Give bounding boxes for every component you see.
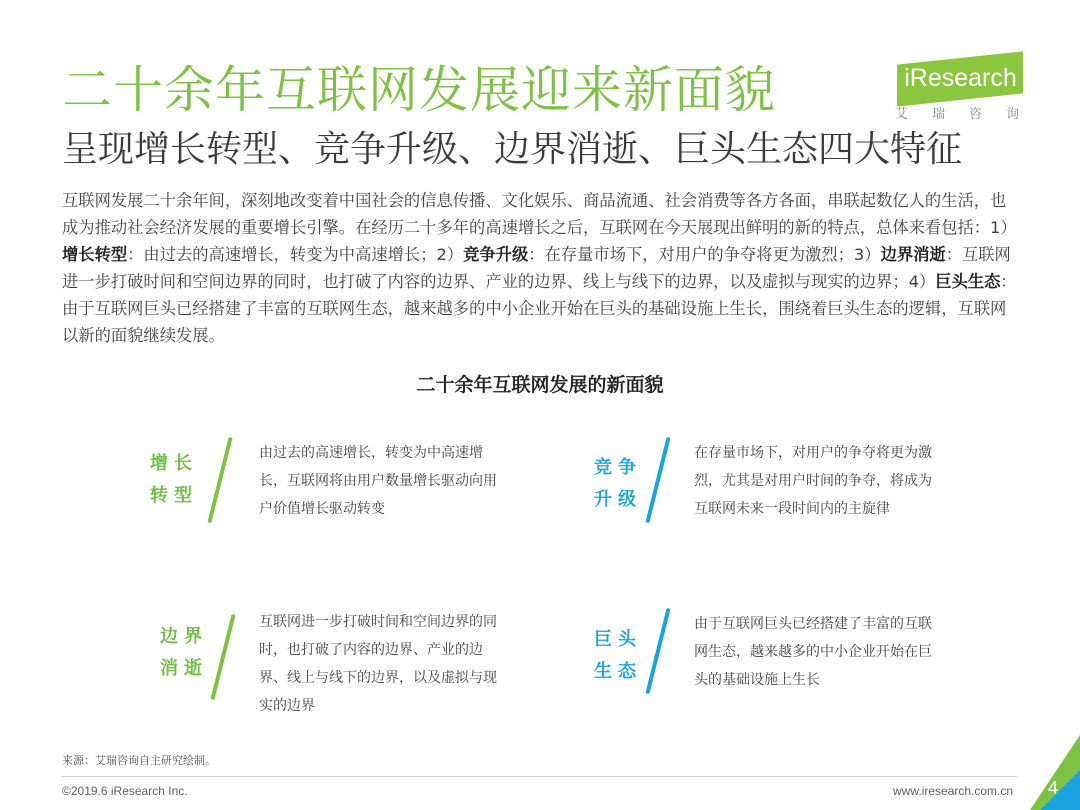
feature-desc-growth: 由过去的高速增长，转变为中高速增长，互联网将由用户数量增长驱动向用户价值增长驱动转变 bbox=[259, 445, 497, 517]
feature-label-line2: 转型 bbox=[150, 485, 198, 506]
feature-label-line1: 竞争 bbox=[594, 457, 642, 478]
logo-brand-text: iResearch bbox=[904, 64, 1017, 92]
intro-text-4: ：互联网进一步打破时间和空间边界的同时，也打破了内容的边界、产业的边界、线上与线下的边界，以及虚拟与现实的边界；4） bbox=[62, 245, 1011, 291]
keyword-competition-upgrade: 竞争升级 bbox=[463, 245, 529, 264]
feature-desc-ecosystem: 由于互联网巨头已经搭建了丰富的互联网生态，越来越多的中小企业开始在巨头的基础设施上生长 bbox=[694, 616, 932, 688]
website-url: www.iresearch.com.cn bbox=[893, 784, 1014, 798]
intro-text-1: 互联网发展二十余年间，深刻地改变着中国社会的信息传播、文化娱乐、商品流通、社会消费等各方各面，串联起数亿人的生活，也成为推动社会经济发展的重要增长引擎。在经历二十多年的高速增长之后，互联网在今天展现出鲜明的新的特点，总体来看包括：1） bbox=[62, 191, 1017, 237]
intro-text-5: ：由于互联网巨头已经搭建了丰富的互联网生态，越来越多的中小企业开始在巨头的基础设施上生长，围绕着巨头生态的逻辑，互联网以新的面貌继续发展。 bbox=[62, 272, 1017, 345]
diagram-title: 二十余年互联网发展的新面貌 bbox=[416, 374, 664, 396]
page-subtitle: 呈现增长转型、竞争升级、边界消逝、巨头生态四大特征 bbox=[62, 129, 963, 170]
page-title: 二十余年互联网发展迎来新面貌 bbox=[62, 61, 776, 119]
copyright-text: ©2019.6 iResearch Inc. bbox=[62, 784, 188, 798]
feature-label-line2: 生态 bbox=[594, 661, 642, 682]
keyword-giant-ecosystem: 巨头生态 bbox=[935, 272, 1001, 291]
feature-label-line2: 消逝 bbox=[160, 658, 208, 679]
feature-label-line1: 增长 bbox=[150, 453, 198, 474]
feature-desc-competition: 在存量市场下，对用户的争夺将更为激烈，尤其是对用户时间的争夺，将成为互联网未来一段时间内的主旋律 bbox=[694, 445, 932, 517]
feature-desc-boundary: 互联网进一步打破时间和空间边界的同时，也打破了内容的边界、产业的边界、线上与线下的边界，以及虚拟与现实的边界 bbox=[259, 614, 497, 714]
feature-label-line1: 边界 bbox=[160, 626, 208, 647]
logo-cn-text: 艾瑞咨询 bbox=[895, 107, 1044, 122]
feature-label-line2: 升级 bbox=[594, 489, 642, 510]
keyword-growth-transformation: 增长转型 bbox=[62, 245, 128, 264]
intro-text-3: ：在存量市场下，对用户的争夺将更为激烈；3） bbox=[528, 245, 881, 264]
intro-text-2: ：由过去的高速增长，转变为中高速增长；2） bbox=[127, 245, 464, 264]
source-note: 来源：艾瑞咨询自主研究绘制。 bbox=[62, 754, 216, 767]
keyword-boundary-disappearance: 边界消逝 bbox=[880, 245, 946, 264]
page-number: 4 bbox=[1048, 778, 1059, 798]
feature-label-line1: 巨头 bbox=[594, 629, 642, 650]
